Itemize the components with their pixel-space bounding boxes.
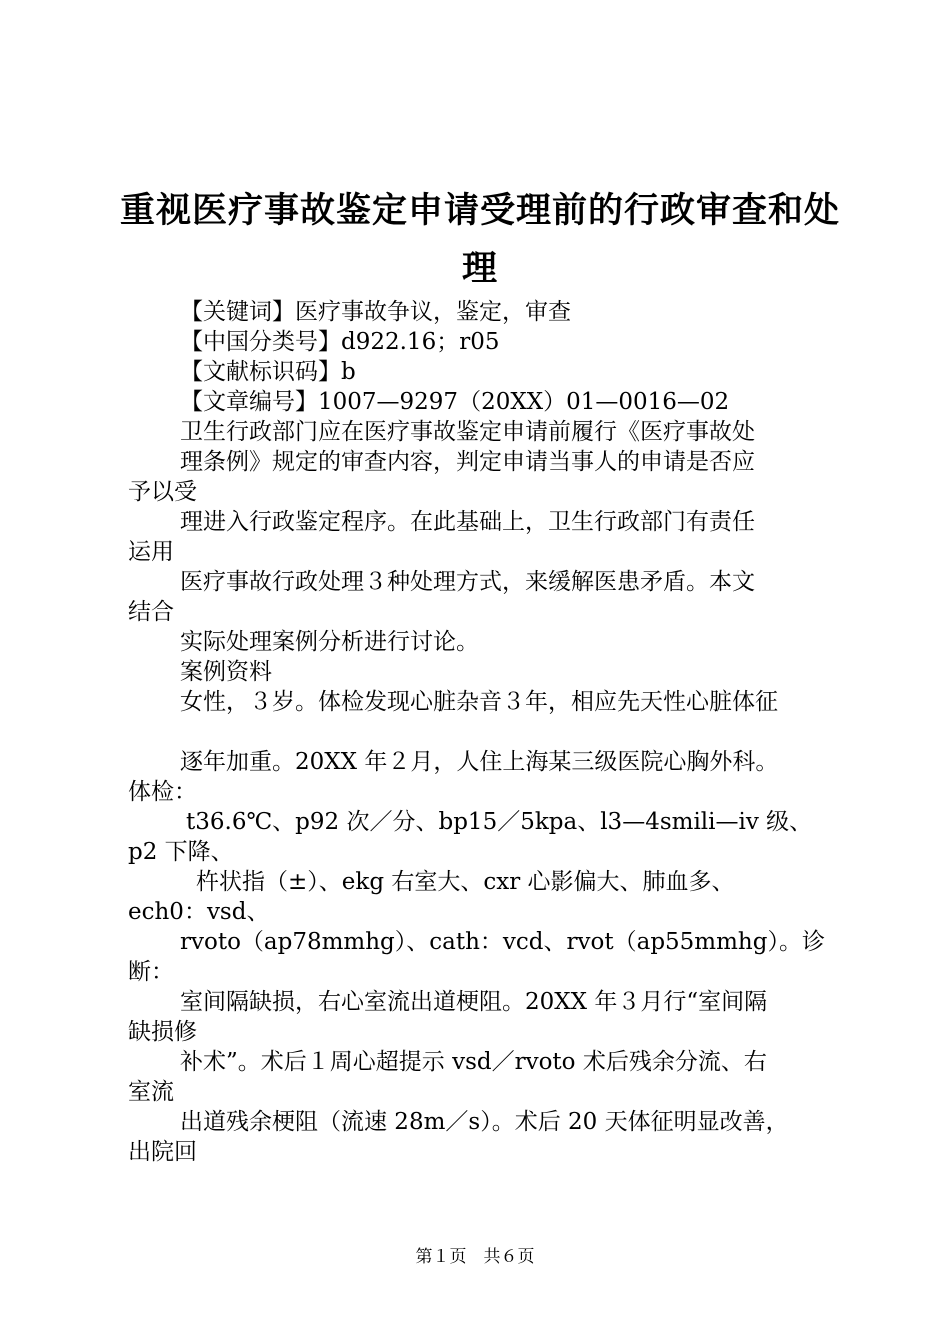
- abstract-line: 结合: [128, 599, 174, 625]
- case-line: 女性，３岁。体检发现心脏杂音３年，相应先天性心脏体征: [180, 689, 778, 715]
- case-line: 体检：: [128, 779, 197, 805]
- article-number-line: 【文章编号】1007—9297（20XX）01—0016—02: [180, 389, 730, 415]
- document-body: [128, 297, 843, 1167]
- abstract-line: 实际处理案例分析进行讨论。: [180, 629, 479, 655]
- case-line: p2 下降、: [128, 839, 234, 865]
- case-line: 逐年加重。20XX 年２月，人住上海某三级医院心胸外科。: [180, 749, 779, 775]
- abstract-line: 卫生行政部门应在医疗事故鉴定申请前履行《医疗事故处: [180, 419, 755, 445]
- case-line: 缺损修: [128, 1019, 197, 1045]
- blank-line: [128, 717, 843, 747]
- case-line: 出道残余梗阻（流速 28m／s）。术后 20 天体征明显改善，: [180, 1109, 789, 1135]
- case-line: ech0：vsd、: [128, 899, 270, 925]
- page-footer: 第１页 共６页: [415, 1247, 535, 1267]
- case-line: 杵状指（±）、ekg 右室大、cxr 心影偏大、肺血多、: [196, 869, 735, 895]
- doc-code-line: 【文献标识码】b: [180, 359, 356, 385]
- case-line: 室间隔缺损，右心室流出道梗阻。20XX 年３月行“室间隔: [180, 989, 768, 1015]
- abstract-line: 理条例》规定的审查内容，判定申请当事人的申请是否应: [180, 449, 755, 475]
- abstract-line: 医疗事故行政处理３种处理方式，来缓解医患矛盾。本文: [180, 569, 755, 595]
- case-line: 补术”。术后１周心超提示 vsd／rvoto 术后残余分流、右: [180, 1049, 767, 1075]
- classification-line: 【中国分类号】d922.16；r05: [180, 329, 500, 355]
- section-heading: 案例资料: [180, 659, 272, 685]
- abstract-line: 理进入行政鉴定程序。在此基础上，卫生行政部门有责任: [180, 509, 755, 535]
- case-line: 出院回: [128, 1139, 197, 1165]
- keywords-line: 【关键词】医疗事故争议，鉴定，审查: [180, 299, 571, 325]
- document-title: 重视医疗事故鉴定申请受理前的行政审查和处理: [120, 191, 841, 289]
- case-line: 室流: [128, 1079, 174, 1105]
- case-line: rvoto（ap78mmhg）、cath：vcd、rvot（ap55mmhg）。诊: [180, 929, 825, 955]
- case-line: t36.6℃、p92 次／分、bp15／5kpa、l3—4smili—iv 级、: [186, 809, 813, 835]
- case-line: 断：: [128, 959, 174, 985]
- abstract-line: 运用: [128, 539, 174, 565]
- abstract-line: 予以受: [128, 479, 197, 505]
